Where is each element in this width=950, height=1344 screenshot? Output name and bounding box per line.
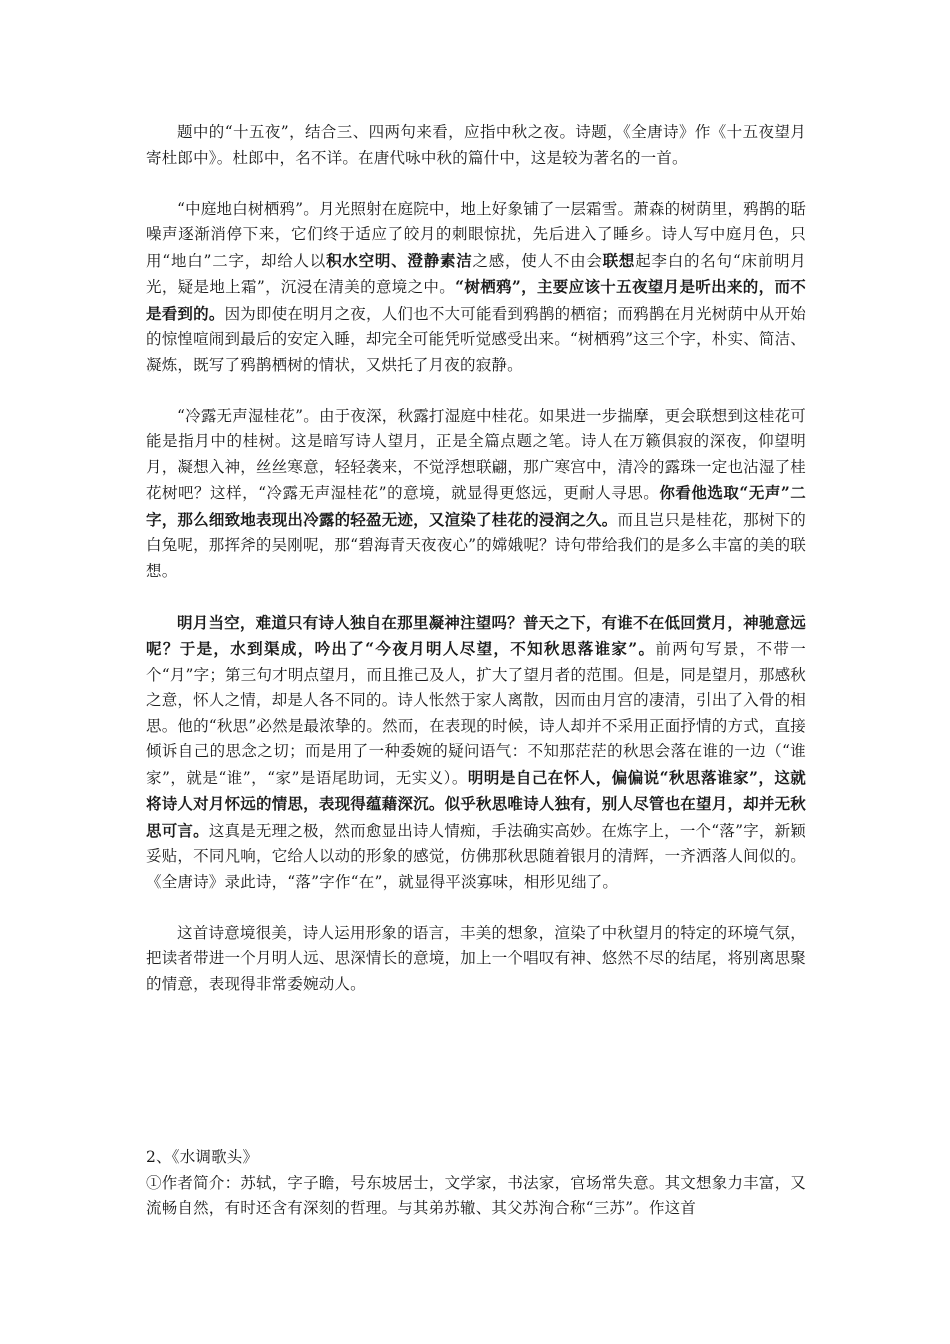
bold-run: 积水空明、澄静素洁: [326, 250, 473, 270]
text-run: “冷露无声湿桂花”。由于夜深，秋露打湿庭中桂花。如果进一步揣摩，更会联想到这桂花可能是指月中的桂树。这是暗写诗人望月，正是全篇点题之笔。诗人在万籁俱寂的深夜，仰望明月，凝想入神，丝丝寒意，轻轻袭来，不觉浮想联翩，那广寒宫中，清冷的露珠一定也沾湿了桂花树吧？这样，“冷露无声湿桂花”的意境，就显得更悠远，更耐人寻思。: [146, 406, 806, 502]
bold-run: 你看他选取“无声”二字，那么细致地表现出冷露的轻盈无迹，又渲染了桂花的浸润之久。: [146, 483, 806, 529]
paragraph-4: [146, 610, 806, 896]
text-run: “中庭地白树栖鸦”。月光照射在庭院中，地上好象铺了一层霜雪。萧森的树荫里，鸦鹊的聒噪声逐渐消停下来，它们终于适应了皎月的刺眼惊扰，先后进入了睡乡。诗人写中庭月色，只用“地白”二字，却给人以: [146, 199, 806, 270]
text-run: 起李白的名句“床前明月光，疑是地上霜”，沉浸在清美的意境之中。: [146, 251, 807, 296]
bold-run: 明月当空，难道只有诗人独自在那里凝神注望吗？普天之下，有谁不在低回赏月，神驰意远呢？于是，水到渠成，吟出了“今夜月明人尽望，不知秋思落谁家”。: [146, 612, 806, 658]
section-heading: 2、《水调歌头》: [146, 1148, 259, 1166]
paragraph-3: [146, 404, 806, 585]
paragraph-5: [146, 921, 806, 998]
bold-run: 明明是自己在怀人，偏偏说“秋思落谁家”，这就将诗人对月怀远的情思，表现得蕴藉深沉。似乎秋思唯诗人独有，别人尽管也在望月，却并无秋思可言。: [146, 767, 807, 840]
text-run: 这真是无理之极，然而愈显出诗人情痴，手法确实高妙。在炼字上，一个“落”字，新颖妥贴，不同凡响，它给人以动的形象的感觉，仿佛那秋思随着银月的清辉，一齐洒落人间似的。《全唐诗》录此诗，“落”字作“在”，就显得平淡寡味，相形见绌了。: [146, 821, 806, 891]
commentary-body: [146, 120, 806, 1023]
text-run: 因为即使在明月之夜，人们也不大可能看到鸦鹊的栖宿；而鸦鹊在月光树荫中从开始的惊惶喧闹到最后的安定入睡，却完全可能凭听觉感受出来。“树栖鸦”这三个字，朴实、简洁、凝炼，既写了鸦鹊栖树的情状，又烘托了月夜的寂静。: [146, 304, 806, 374]
author-intro: ①作者简介：苏轼，字子瞻，号东坡居士，文学家，书法家，官场常失意。其文想象力丰富，又流畅自然，有时还含有深刻的哲理。与其弟苏辙、其父苏洵合称“三苏”。作这首: [146, 1173, 806, 1217]
bold-run: “树栖鸦”，主要应该十五夜望月是听出来的，而不是看到的。: [146, 277, 806, 323]
next-section: [146, 1145, 806, 1222]
text-run: 前两句写景，不带一个“月”字；第三句才明点望月，而且推己及人，扩大了望月者的范围。但是，同是望月，那感秋之意，怀人之情，却是人各不同的。诗人怅然于家人离散，因而由月宫的凄清，引出了入骨的相思。他的“秋思”必然是最浓挚的。然而，在表现的时候，诗人却并不采用正面抒情的方式，直接倾诉自己的思念之切；而是用了一种委婉的疑问语气：不知那茫茫的秋思会落在谁的一边（“谁家”，就是“谁”，“家”是语尾助词，无实义）。: [146, 640, 806, 787]
bold-run: 联想: [602, 250, 636, 270]
text-run: 之感，使人不由会: [472, 251, 603, 270]
text-run: 题中的“十五夜”，结合三、四两句来看，应指中秋之夜。诗题，《全唐诗》作《十五夜望月寄杜郎中》。杜郎中，名不详。在唐代咏中秋的篇什中，这是较为著名的一首。: [146, 123, 806, 167]
text-run: 这首诗意境很美，诗人运用形象的语言，丰美的想象，渲染了中秋望月的特定的环境气氛，把读者带进一个月明人远、思深情长的意境，加上一个唱叹有神、悠然不尽的结尾，将别离思聚的情意，表现得非常委婉动人。: [146, 923, 806, 993]
text-run: 而且岂只是桂花，那树下的白兔呢，那挥斧的吴刚呢，那“碧海青天夜夜心”的嫦娥呢？诗句带给我们的是多么丰富的美的联想。: [146, 510, 806, 580]
paragraph-2: [146, 197, 806, 379]
paragraph-1: [146, 120, 806, 171]
